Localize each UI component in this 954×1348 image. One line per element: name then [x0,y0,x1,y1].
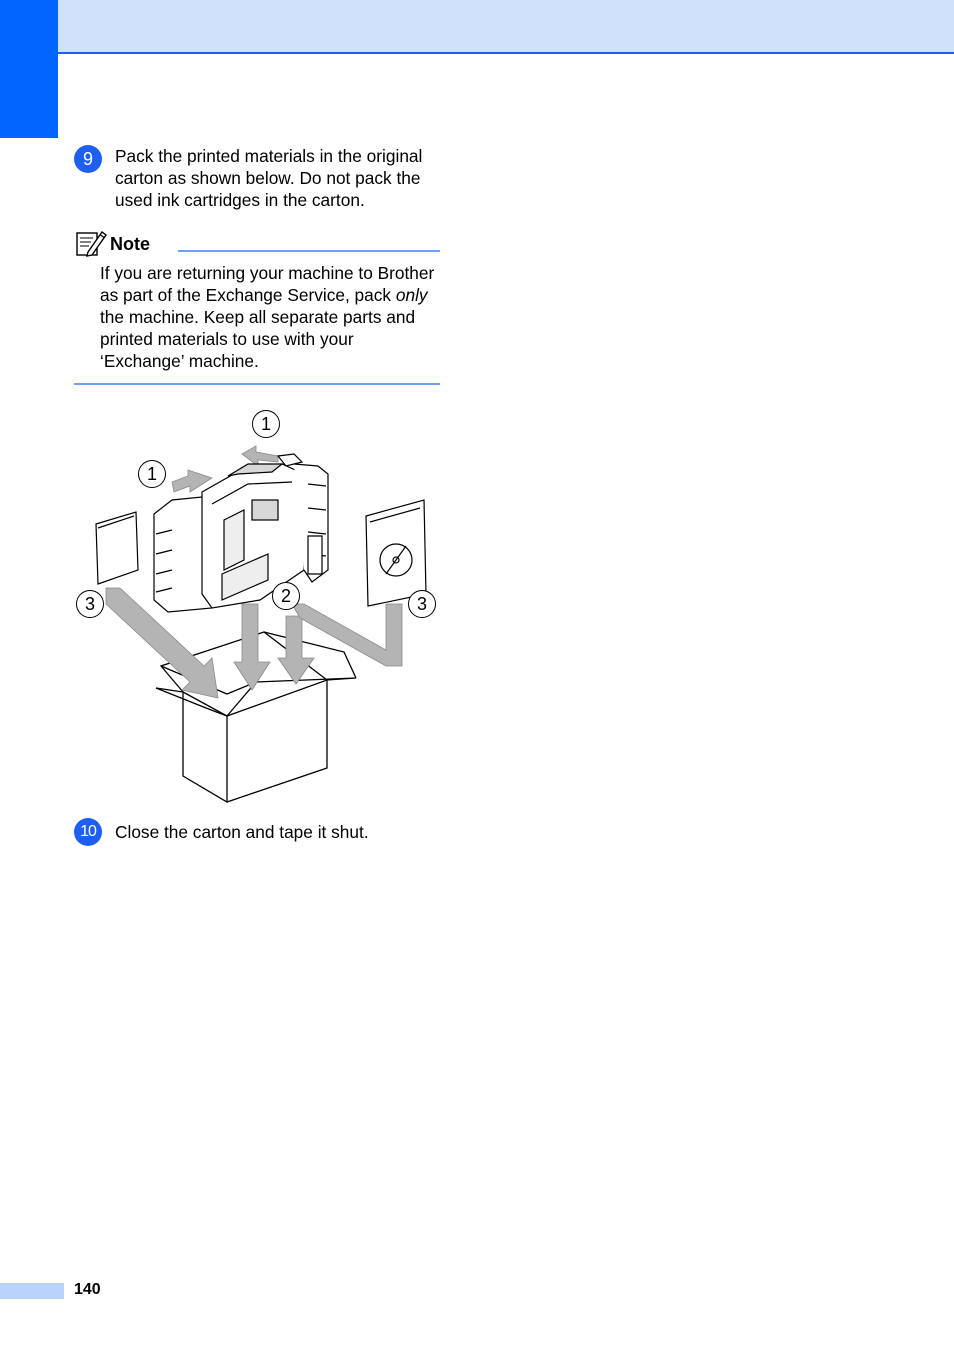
note-text-start: If you are returning your machine to Brother as part of the Exchange Service, pack [100,263,435,305]
note-rule-bottom [74,383,440,385]
packing-diagram [72,404,442,806]
callout-2: 2 [272,582,300,610]
footer-bar [0,1283,64,1299]
callout-3-right: 3 [408,590,436,618]
callout-3-left: 3 [76,590,104,618]
machine-drawing [154,454,328,612]
note-emphasis: only [395,285,428,305]
note-body [100,262,442,372]
printed-materials-drawing [96,512,138,584]
step-number-badge: 9 [74,145,102,173]
chapter-tab [0,0,58,138]
note-pencil-icon [74,228,108,258]
note-rule-top [178,250,440,252]
step-9 [74,145,444,217]
step-10 [74,818,444,848]
note-text-end: the machine. Keep all separate parts and printed materials to use with your ‘Exchange’ machine. [100,307,416,371]
packing-illustration [72,404,442,806]
page-number: 140 [74,1281,101,1298]
callout-1-top: 1 [252,410,280,438]
step-instruction-text: Pack the printed materials in the original carton as shown below. Do not pack the used ink cartridges in the carton. [115,146,423,210]
header-band [0,0,954,54]
note-header [74,228,440,258]
callout-1-left: 1 [138,460,166,488]
step-number-badge: 10 [74,818,102,846]
step-instruction-text: Close the carton and tape it shut. [115,822,369,842]
note-title: Note [110,234,150,254]
